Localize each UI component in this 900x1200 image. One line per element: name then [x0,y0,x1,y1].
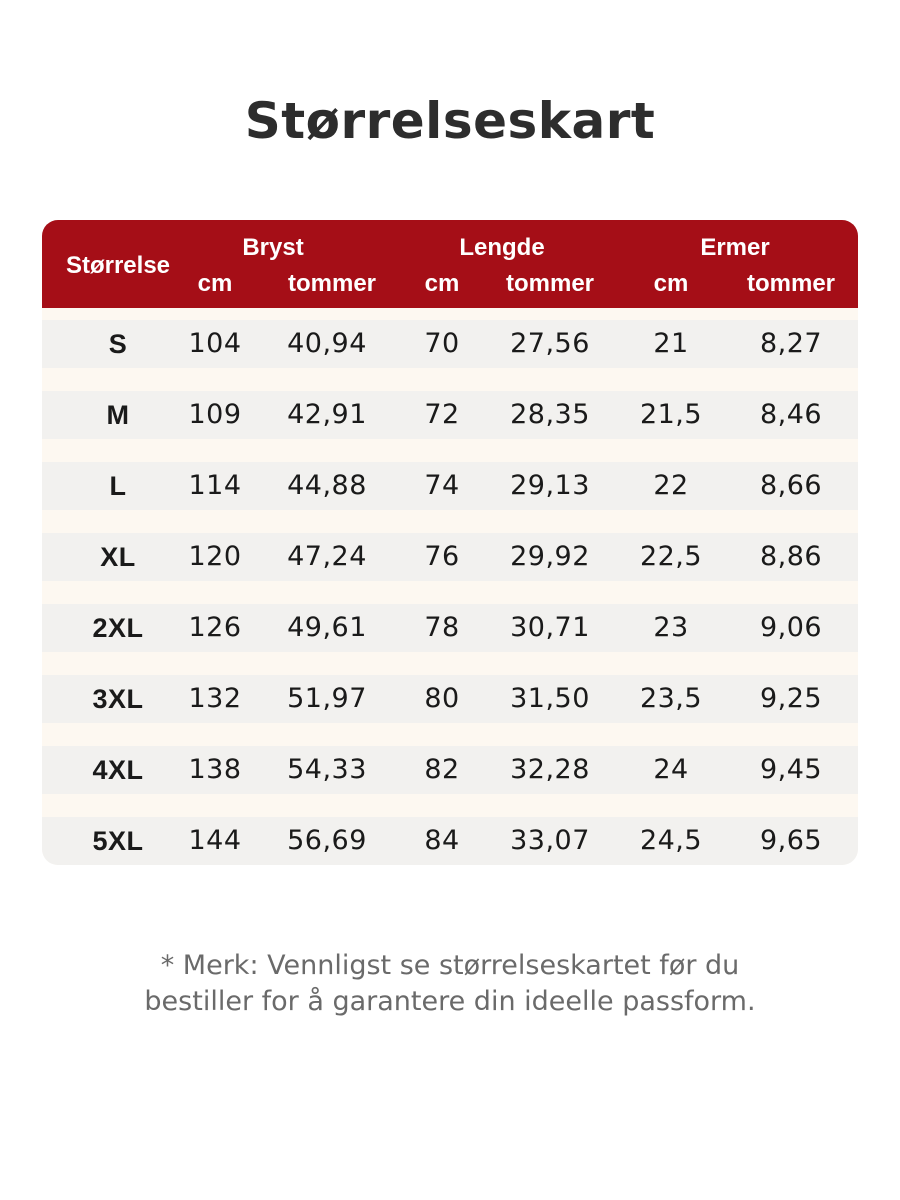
chest-cm-cell: 120 [188,541,242,572]
header-unit: tommer [746,270,836,297]
sleeve-inch-cell: 9,45 [759,754,823,785]
sleeve-cm-cell: 21 [653,328,689,359]
size-chart-table [42,220,858,865]
size-cell: XL [100,542,136,572]
chest-inch-cell: 56,69 [287,825,367,856]
length-cm-cell: 80 [424,683,460,714]
header-unit: tommer [287,270,377,297]
header-unit: cm [197,270,233,297]
length-cm-cell: 76 [424,541,460,572]
sleeve-inch-cell: 9,06 [759,612,823,643]
chest-cm-cell: 126 [188,612,242,643]
chest-cm-cell: 109 [188,399,242,430]
chest-cm-cell: 138 [188,754,242,785]
size-cell: 3XL [92,684,144,714]
size-cell: 2XL [92,613,144,643]
sleeve-cm-cell: 23 [653,612,689,643]
table-row [42,391,858,439]
sleeve-cm-cell: 22,5 [639,541,703,572]
length-cm-cell: 84 [424,825,460,856]
note-line: * Merk: Vennligst se størrelseskartet før du [160,950,740,981]
size-cell: 4XL [92,755,144,785]
chest-inch-cell: 42,91 [287,399,367,430]
length-cm-cell: 70 [424,328,460,359]
length-cm-cell: 74 [424,470,460,501]
length-inch-cell: 31,50 [510,683,590,714]
table-row [42,817,858,865]
table-body [42,308,858,865]
chest-cm-cell: 104 [188,328,242,359]
sleeve-cm-cell: 23,5 [639,683,703,714]
chest-cm-cell: 144 [188,825,242,856]
header-unit: cm [653,270,689,297]
chest-inch-cell: 49,61 [287,612,367,643]
length-cm-cell: 82 [424,754,460,785]
size-cell: M [106,400,130,430]
sleeve-cm-cell: 22 [653,470,689,501]
chest-inch-cell: 54,33 [287,754,367,785]
length-cm-cell: 78 [424,612,460,643]
chest-cm-cell: 132 [188,683,242,714]
header-unit: tommer [505,270,595,297]
chest-inch-cell: 47,24 [287,541,367,572]
length-cm-cell: 72 [424,399,460,430]
sleeve-inch-cell: 8,86 [759,541,823,572]
note-line: bestiller for å garantere din ideelle passform. [144,986,756,1017]
header-sleeves: Ermer [700,234,770,261]
fit-note [0,948,900,1020]
length-inch-cell: 28,35 [510,399,590,430]
length-inch-cell: 32,28 [510,754,590,785]
sleeve-inch-cell: 8,46 [759,399,823,430]
table-row [42,462,858,510]
sleeve-inch-cell: 9,65 [759,825,823,856]
chest-inch-cell: 44,88 [287,470,367,501]
header-size: Størrelse [65,252,171,279]
chest-inch-cell: 51,97 [287,683,367,714]
length-inch-cell: 27,56 [510,328,590,359]
table-row [42,746,858,794]
sleeve-cm-cell: 21,5 [639,399,703,430]
table-row [42,320,858,368]
sleeve-inch-cell: 8,66 [759,470,823,501]
length-inch-cell: 33,07 [510,825,590,856]
sleeve-inch-cell: 8,27 [759,328,823,359]
table-row [42,604,858,652]
sleeve-cm-cell: 24,5 [639,825,703,856]
sleeve-cm-cell: 24 [653,754,689,785]
header-chest: Bryst [242,234,304,261]
size-cell: S [108,329,128,359]
length-inch-cell: 29,92 [510,541,590,572]
chest-inch-cell: 40,94 [287,328,367,359]
size-cell: 5XL [92,826,144,856]
table-row [42,533,858,581]
size-cell: L [109,471,127,501]
sleeve-inch-cell: 9,25 [759,683,823,714]
length-inch-cell: 30,71 [510,612,590,643]
length-inch-cell: 29,13 [510,470,590,501]
page-title: Størrelseskart [244,92,656,150]
table-row [42,675,858,723]
chest-cm-cell: 114 [188,470,242,501]
table-header [42,220,858,308]
header-length: Lengde [459,234,545,261]
header-unit: cm [424,270,460,297]
